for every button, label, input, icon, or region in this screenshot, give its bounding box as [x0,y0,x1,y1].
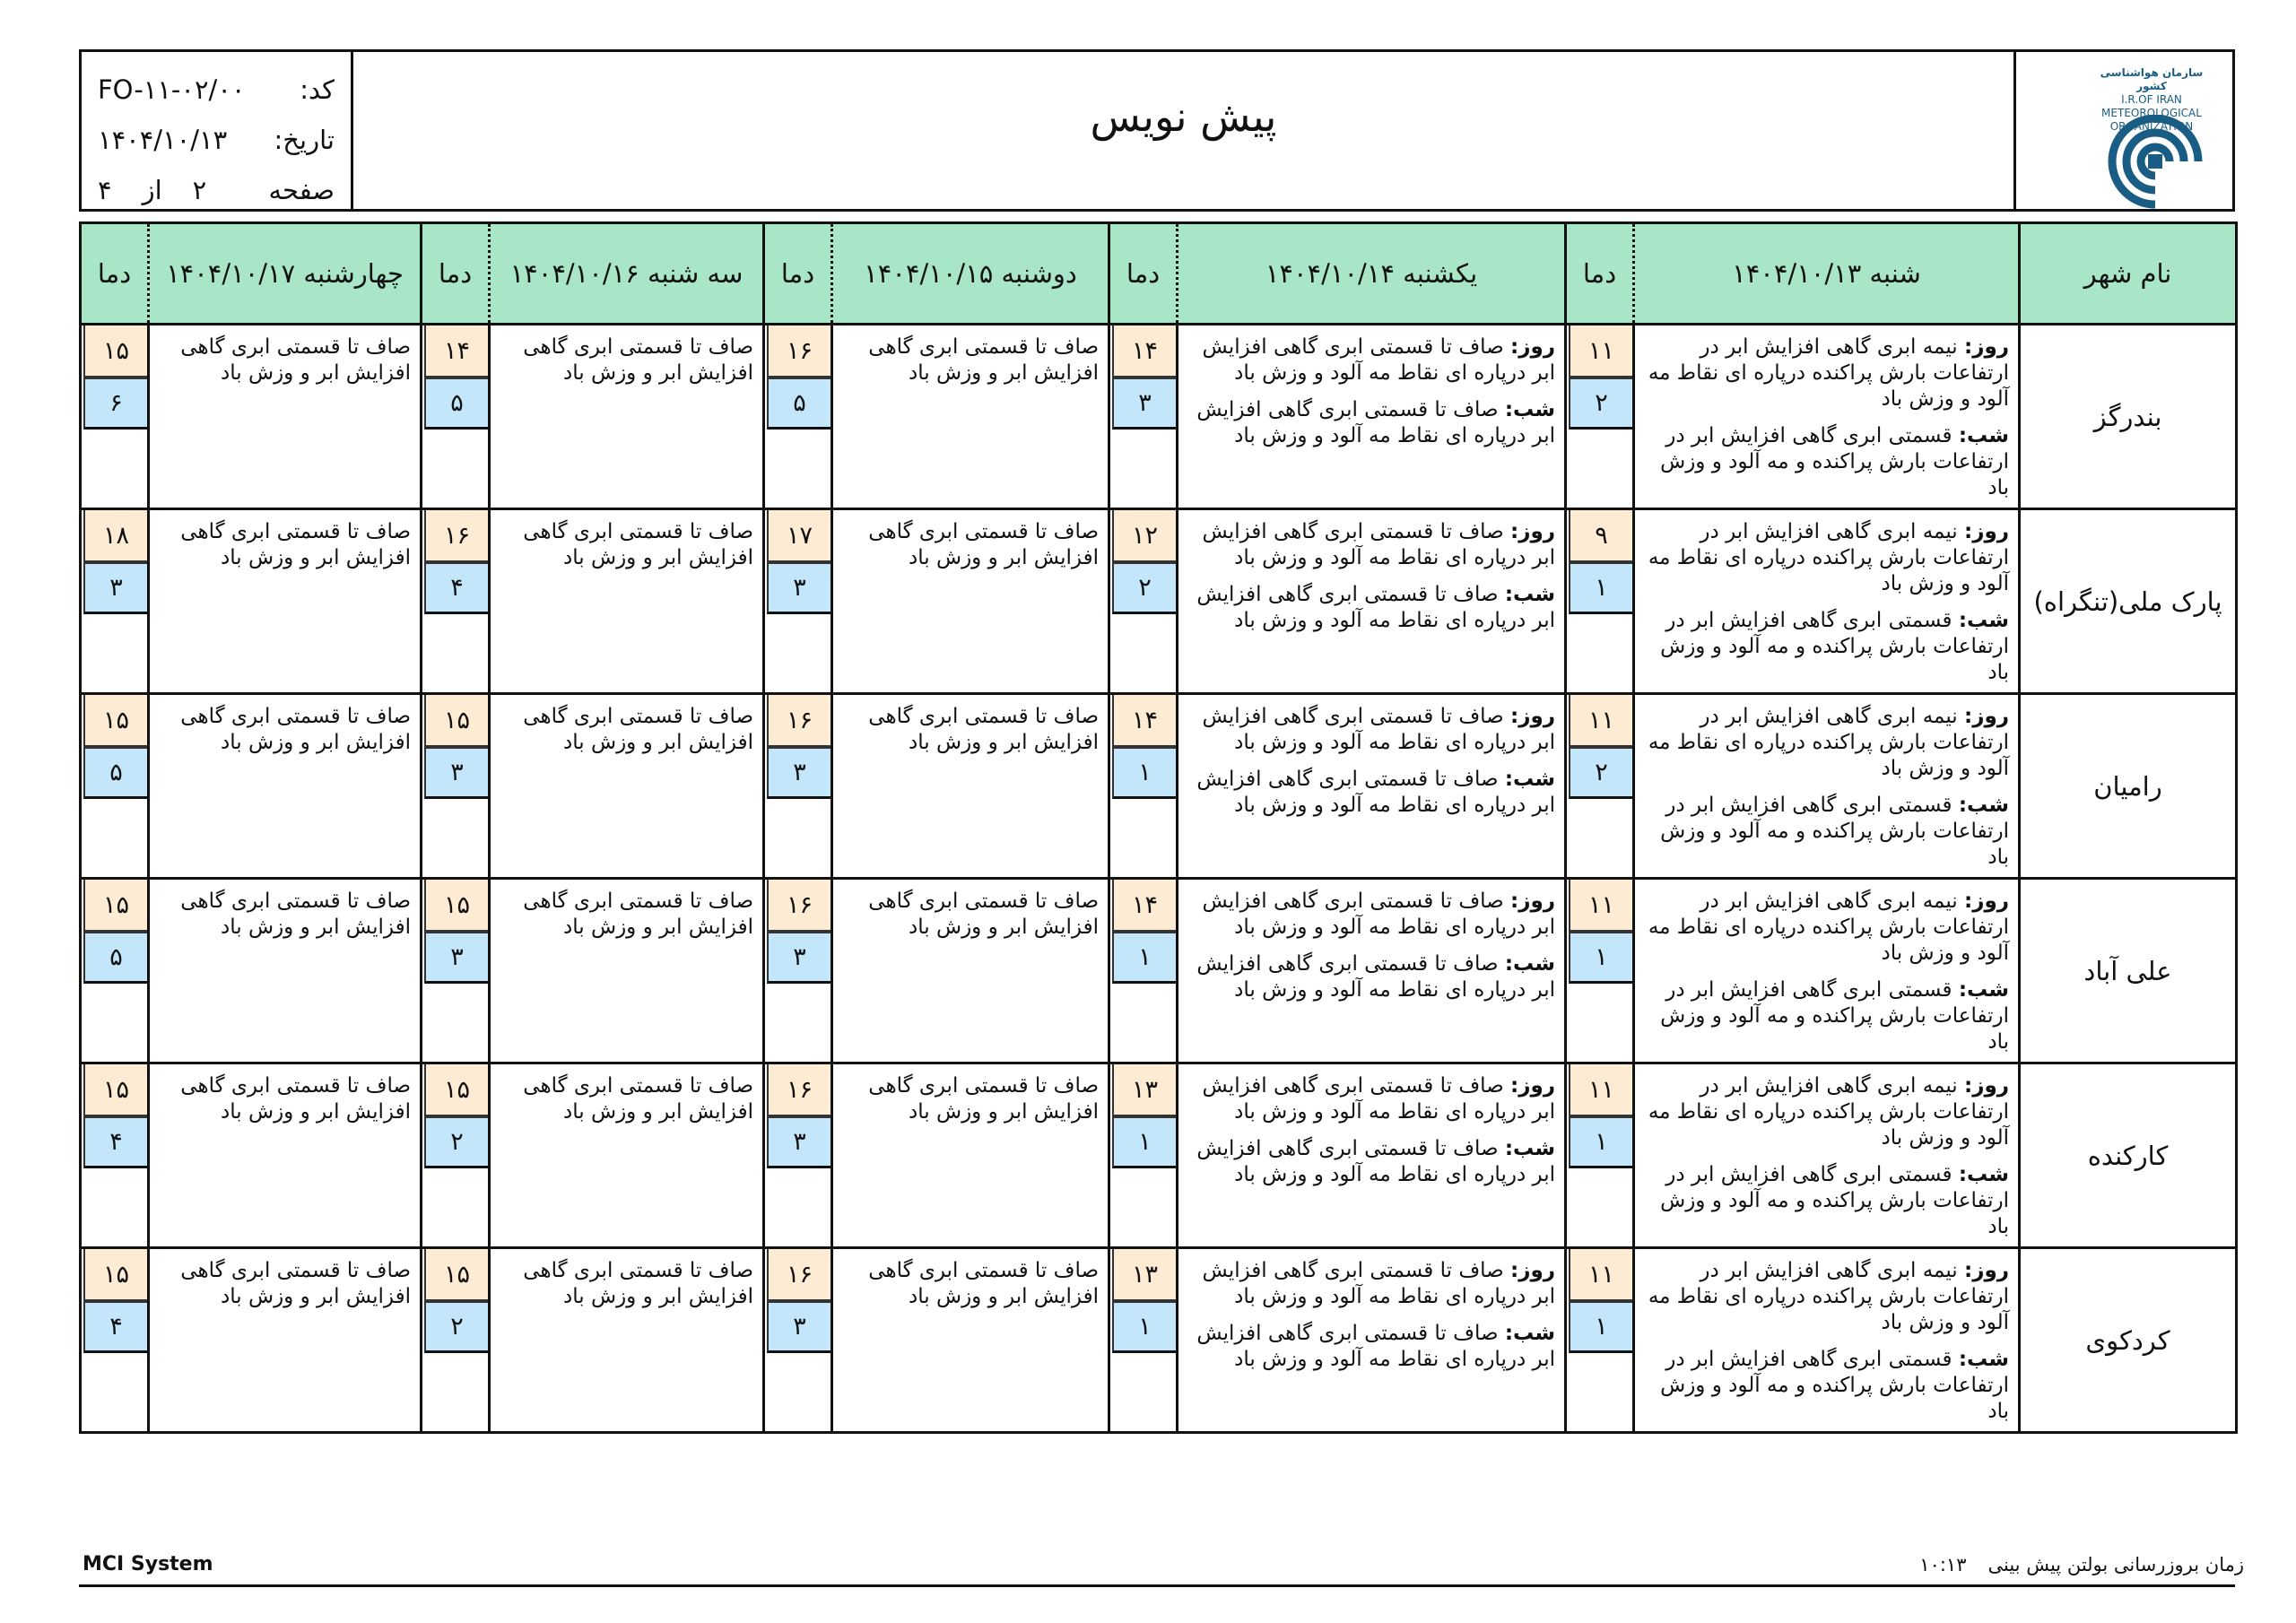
temp-cell-day-4 [422,325,490,509]
forecast-text: صاف تا قسمتی ابری گاهی افزایش ابر و وزش باد [523,705,753,754]
forecast-text: صاف تا قسمتی ابری گاهی افزایش ابر و وزش باد [180,705,411,754]
footer-system: MCI System [83,1553,213,1575]
temp-min: ۴ [424,562,488,614]
forecast-text: صاف تا قسمتی ابری گاهی افزایش ابر و وزش باد [523,520,753,569]
forecast-cell-day-1 [1634,509,2020,694]
day-label: روز: [1964,335,2009,359]
temp-min: ۱ [1569,932,1632,984]
temp-max: ۱۷ [767,510,831,562]
temp-header-2: دما [1109,223,1178,325]
temp-cell-day-3 [764,1063,832,1248]
temp-min: ۴ [83,1301,147,1353]
temp-max: ۱۶ [767,1249,831,1301]
footer-update [1919,1554,2244,1575]
forecast-text [1178,325,1564,449]
city-name: بندرگز [2020,325,2237,509]
day-header-1: شنبه ۱۴۰۴/۱۰/۱۳ [1634,223,2020,325]
table-row [81,879,2237,1063]
forecast-cell-day-4 [490,325,764,509]
forecast-text [1635,1064,2018,1240]
temp-cell-day-3 [764,509,832,694]
day-forecast [1184,519,1555,571]
day-label: روز: [1510,1074,1555,1098]
day-header-5: چهارشنبه ۱۴۰۴/۱۰/۱۷ [149,223,422,325]
temp-max: ۱۴ [1112,325,1176,378]
temp-min: ۱ [1112,1116,1176,1168]
temp-cell-day-5 [81,1063,149,1248]
forecast-text: صاف تا قسمتی ابری گاهی افزایش ابر و وزش باد [523,1259,753,1308]
night-label: شب: [1504,768,1555,791]
temp-min: ۳ [767,1116,831,1168]
temp-max: ۱۱ [1569,695,1632,747]
city-name: پارک ملی(تنگراه) [2020,509,2237,694]
temp-max: ۱۴ [424,325,488,378]
temp-min: ۲ [424,1116,488,1168]
temp-cell-day-5 [81,1248,149,1433]
day-header-2: یکشنبه ۱۴۰۴/۱۰/۱۴ [1178,223,1566,325]
temp-cell-day-4 [422,694,490,879]
day-label: روز: [1964,1074,2009,1098]
forecast-text [1635,695,2018,871]
forecast-text [1178,1249,1564,1373]
night-forecast-text: قسمتی ابری گاهی افزایش ابر در ارتفاعات بارش پراکنده و مه آلود و وزش باد [1660,609,2009,684]
night-forecast-text: قسمتی ابری گاهی افزایش ابر در ارتفاعات بارش پراکنده و مه آلود و وزش باد [1660,1163,2009,1238]
org-logo [2013,52,2232,209]
temp-header-1: دما [1566,223,1634,325]
temp-cell-day-1 [1566,1248,1634,1433]
city-name: علی آباد [2020,879,2237,1063]
temp-cell-day-2 [1109,509,1178,694]
temp-min: ۳ [767,562,831,614]
forecast-cell-day-3 [832,1063,1109,1248]
temp-cell-day-2 [1109,879,1178,1063]
forecast-text: صاف تا قسمتی ابری گاهی افزایش ابر و وزش باد [523,335,753,385]
temp-min: ۳ [767,1301,831,1353]
temp-cell-day-5 [81,879,149,1063]
forecast-text: صاف تا قسمتی ابری گاهی افزایش ابر و وزش باد [180,335,411,385]
night-forecast-text: صاف تا قسمتی ابری گاهی افزایش ابر درپاره ای نقاط مه آلود و وزش باد [1196,1137,1555,1186]
city-name: کردکوی [2020,1248,2237,1433]
temp-cell-day-3 [764,1248,832,1433]
day-label: روز: [1964,890,2009,913]
day-forecast [1640,519,2009,597]
temp-cell-day-2 [1109,1248,1178,1433]
temp-max: ۱۵ [424,1249,488,1301]
day-label: روز: [1510,890,1555,913]
temp-max: ۱۵ [83,325,147,378]
temp-max: ۱۵ [83,1249,147,1301]
temp-min: ۱ [1112,1301,1176,1353]
forecast-table [79,221,2238,1434]
night-forecast [1184,1136,1555,1188]
temp-cell-day-1 [1566,1063,1634,1248]
forecast-cell-day-1 [1634,1248,2020,1433]
temp-max: ۱۶ [767,695,831,747]
temp-max: ۱۴ [1112,695,1176,747]
temp-header-4: دما [422,223,490,325]
night-forecast [1184,397,1555,449]
temp-cell-day-3 [764,694,832,879]
night-forecast [1184,582,1555,634]
table-row [81,1248,2237,1433]
forecast-cell-day-1 [1634,325,2020,509]
page-total: ۴ [98,175,112,205]
night-label: شب: [1504,1137,1555,1160]
temp-cell-day-5 [81,509,149,694]
night-forecast [1184,767,1555,819]
temp-max: ۱۳ [1112,1064,1176,1116]
temp-min: ۱ [1112,932,1176,984]
forecast-cell-day-2 [1178,1063,1566,1248]
day-forecast-text: نیمه ابری گاهی افزایش ابر در ارتفاعات بارش پراکنده درپاره ای نقاط مه آلود و وزش باد [1648,520,2009,595]
forecast-text: صاف تا قسمتی ابری گاهی افزایش ابر و وزش باد [868,520,1099,569]
temp-cell-day-2 [1109,1063,1178,1248]
temp-max: ۱۸ [83,510,147,562]
footer-update-label: زمان بروزرسانی بولتن پیش بینی [1987,1554,2244,1575]
temp-max: ۱۳ [1112,1249,1176,1301]
forecast-cell-day-2 [1178,694,1566,879]
temp-min: ۵ [424,378,488,430]
day-forecast [1640,889,2009,967]
temp-max: ۱۶ [424,510,488,562]
night-forecast [1184,951,1555,1003]
temp-cell-day-4 [422,1248,490,1433]
forecast-text [1635,510,2018,686]
day-forecast [1640,704,2009,782]
date-value: ۱۴۰۴/۱۰/۱۳ [98,125,228,155]
night-forecast-text: قسمتی ابری گاهی افزایش ابر در ارتفاعات بارش پراکنده و مه آلود و وزش باد [1660,978,2009,1054]
night-label: شب: [1504,583,1555,606]
temp-max: ۱۲ [1112,510,1176,562]
city-name: رامیان [2020,694,2237,879]
temp-min: ۱ [1569,1116,1632,1168]
night-label: شب: [1958,794,2009,817]
temp-min: ۲ [1112,562,1176,614]
temp-cell-day-1 [1566,325,1634,509]
day-forecast [1640,334,2009,412]
day-forecast [1184,889,1555,941]
temp-cell-day-1 [1566,509,1634,694]
forecast-text [1178,1064,1564,1188]
forecast-text: صاف تا قسمتی ابری گاهی افزایش ابر و وزش باد [868,890,1099,939]
code-row [98,65,335,115]
code-value: FO-۱۱-۰۲/۰۰ [98,74,246,105]
temp-min: ۲ [424,1301,488,1353]
day-label: روز: [1964,1259,2009,1282]
temp-cell-day-2 [1109,694,1178,879]
day-forecast [1640,1258,2009,1336]
forecast-cell-day-5 [149,325,422,509]
table-row [81,1063,2237,1248]
night-forecast-text: صاف تا قسمتی ابری گاهی افزایش ابر درپاره ای نقاط مه آلود و وزش باد [1196,1322,1555,1371]
table-row [81,325,2237,509]
night-label: شب: [1958,609,2009,632]
temp-min: ۳ [424,932,488,984]
temp-min: ۵ [83,932,147,984]
temp-cell-day-2 [1109,325,1178,509]
forecast-cell-day-5 [149,694,422,879]
table-header-row [81,223,2237,325]
night-label: شب: [1958,424,2009,447]
table-row [81,509,2237,694]
forecast-text: صاف تا قسمتی ابری گاهی افزایش ابر و وزش باد [868,705,1099,754]
night-forecast [1184,1321,1555,1373]
day-forecast [1640,1073,2009,1151]
forecast-text: صاف تا قسمتی ابری گاهی افزایش ابر و وزش باد [180,1259,411,1308]
document-meta [82,52,353,209]
day-label: روز: [1510,520,1555,543]
forecast-cell-day-4 [490,1248,764,1433]
night-forecast-text: صاف تا قسمتی ابری گاهی افزایش ابر درپاره ای نقاط مه آلود و وزش باد [1196,952,1555,1002]
city-name: کارکنده [2020,1063,2237,1248]
forecast-text [1178,510,1564,634]
forecast-cell-day-2 [1178,1248,1566,1433]
temp-cell-day-5 [81,325,149,509]
forecast-text: صاف تا قسمتی ابری گاهی افزایش ابر و وزش باد [523,890,753,939]
logo-text-en2: METEOROLOGICAL [2101,107,2202,119]
day-label: روز: [1510,335,1555,359]
temp-max: ۱۶ [767,325,831,378]
day-label: روز: [1510,1259,1555,1282]
forecast-text [1178,695,1564,819]
forecast-cell-day-3 [832,879,1109,1063]
temp-min: ۵ [767,378,831,430]
day-forecast-text: صاف تا قسمتی ابری گاهی افزایش ابر درپاره ای نقاط مه آلود و وزش باد [1202,1074,1555,1124]
forecast-text: صاف تا قسمتی ابری گاهی افزایش ابر و وزش باد [180,1074,411,1124]
day-forecast [1184,334,1555,386]
temp-min: ۲ [1569,378,1632,430]
date-row [98,115,335,165]
night-forecast [1640,793,2009,871]
forecast-cell-day-1 [1634,879,2020,1063]
forecast-cell-day-3 [832,1248,1109,1433]
temp-min: ۱ [1569,562,1632,614]
logo-text-fa: سازمان هواشناسی کشور [2100,66,2204,92]
day-forecast [1184,704,1555,756]
night-label: شب: [1504,952,1555,976]
temp-min: ۱ [1569,1301,1632,1353]
day-forecast [1184,1258,1555,1310]
night-forecast-text: صاف تا قسمتی ابری گاهی افزایش ابر درپاره ای نقاط مه آلود و وزش باد [1196,398,1555,447]
temp-max: ۱۵ [83,880,147,932]
forecast-cell-day-3 [832,325,1109,509]
temp-min: ۳ [767,747,831,799]
temp-max: ۱۶ [767,1064,831,1116]
temp-min: ۴ [83,1116,147,1168]
forecast-cell-day-3 [832,509,1109,694]
temp-max: ۱۱ [1569,1064,1632,1116]
page-title [353,52,2013,209]
night-label: شب: [1504,398,1555,421]
temp-cell-day-3 [764,879,832,1063]
forecast-text [1635,880,2018,1055]
day-forecast-text: نیمه ابری گاهی افزایش ابر در ارتفاعات بارش پراکنده درپاره ای نقاط مه آلود و وزش باد [1648,705,2009,780]
forecast-cell-day-5 [149,879,422,1063]
date-label: تاریخ: [274,125,335,155]
temp-max: ۱۵ [83,695,147,747]
code-label: کد: [300,74,335,105]
logo-text-en1: I.R.OF IRAN [2121,93,2182,106]
temp-header-5: دما [81,223,149,325]
forecast-text: صاف تا قسمتی ابری گاهی افزایش ابر و وزش باد [180,520,411,569]
temp-cell-day-4 [422,1063,490,1248]
temp-min: ۵ [83,747,147,799]
forecast-cell-day-2 [1178,509,1566,694]
forecast-text: صاف تا قسمتی ابری گاهی افزایش ابر و وزش باد [180,890,411,939]
temp-max: ۱۵ [424,880,488,932]
day-label: روز: [1964,705,2009,728]
day-forecast-text: صاف تا قسمتی ابری گاهی افزایش ابر درپاره ای نقاط مه آلود و وزش باد [1202,520,1555,569]
forecast-cell-day-2 [1178,879,1566,1063]
temp-max: ۱۴ [1112,880,1176,932]
forecast-text [1178,880,1564,1003]
forecast-table-body [81,325,2237,1433]
temp-min: ۳ [424,747,488,799]
forecast-text [1635,325,2018,501]
logo-text-en3: ORGANIZATION [2109,120,2194,133]
temp-min: ۳ [1112,378,1176,430]
temp-max: ۱۵ [424,695,488,747]
night-forecast [1640,608,2009,686]
forecast-text: صاف تا قسمتی ابری گاهی افزایش ابر و وزش باد [868,335,1099,385]
city-column-header: نام شهر [2020,223,2237,325]
night-label: شب: [1958,1348,2009,1371]
day-label: روز: [1510,705,1555,728]
night-forecast [1640,977,2009,1055]
temp-cell-day-4 [422,509,490,694]
night-forecast-text: صاف تا قسمتی ابری گاهی افزایش ابر درپاره ای نقاط مه آلود و وزش باد [1196,768,1555,817]
temp-cell-day-3 [764,325,832,509]
temp-cell-day-5 [81,694,149,879]
forecast-text: صاف تا قسمتی ابری گاهی افزایش ابر و وزش باد [868,1074,1099,1124]
night-label: شب: [1958,978,2009,1002]
day-forecast-text: صاف تا قسمتی ابری گاهی افزایش ابر درپاره ای نقاط مه آلود و وزش باد [1202,335,1555,385]
temp-min: ۲ [1569,747,1632,799]
night-forecast-text: قسمتی ابری گاهی افزایش ابر در ارتفاعات بارش پراکنده و مه آلود و وزش باد [1660,1348,2009,1423]
temp-max: ۱۱ [1569,325,1632,378]
night-label: شب: [1958,1163,2009,1186]
night-forecast [1640,1347,2009,1425]
page-of: از [142,175,162,205]
page-row [98,165,335,215]
night-forecast [1640,1162,2009,1240]
forecast-cell-day-4 [490,1063,764,1248]
table-row [81,694,2237,879]
night-forecast [1640,423,2009,501]
temp-max: ۹ [1569,510,1632,562]
temp-cell-day-1 [1566,879,1634,1063]
document-header [79,49,2235,212]
forecast-cell-day-1 [1634,1063,2020,1248]
page-indicator [98,165,206,215]
footer-update-time: ۱۰:۱۳ [1919,1554,1967,1575]
forecast-cell-day-3 [832,694,1109,879]
temp-max: ۱۱ [1569,1249,1632,1301]
temp-min: ۳ [767,932,831,984]
night-label: شب: [1504,1322,1555,1345]
page-label: صفحه [268,175,335,205]
day-forecast-text: صاف تا قسمتی ابری گاهی افزایش ابر درپاره ای نقاط مه آلود و وزش باد [1202,890,1555,939]
forecast-text: صاف تا قسمتی ابری گاهی افزایش ابر و وزش باد [868,1259,1099,1308]
night-forecast-text: قسمتی ابری گاهی افزایش ابر در ارتفاعات بارش پراکنده و مه آلود و وزش باد [1660,424,2009,499]
temp-max: ۱۶ [767,880,831,932]
temp-min: ۳ [83,562,147,614]
temp-min: ۶ [83,378,147,430]
day-forecast-text: نیمه ابری گاهی افزایش ابر در ارتفاعات بارش پراکنده درپاره ای نقاط مه آلود و وزش باد [1648,335,2009,411]
day-forecast-text: نیمه ابری گاهی افزایش ابر در ارتفاعات بارش پراکنده درپاره ای نقاط مه آلود و وزش باد [1648,890,2009,965]
forecast-cell-day-5 [149,509,422,694]
night-forecast-text: قسمتی ابری گاهی افزایش ابر در ارتفاعات بارش پراکنده و مه آلود و وزش باد [1660,794,2009,869]
page-current: ۲ [192,175,207,205]
temp-cell-day-1 [1566,694,1634,879]
temp-max: ۱۵ [424,1064,488,1116]
forecast-cell-day-4 [490,509,764,694]
forecast-cell-day-5 [149,1248,422,1433]
forecast-text: صاف تا قسمتی ابری گاهی افزایش ابر و وزش باد [523,1074,753,1124]
temp-cell-day-4 [422,879,490,1063]
night-forecast-text: صاف تا قسمتی ابری گاهی افزایش ابر درپاره ای نقاط مه آلود و وزش باد [1196,583,1555,632]
footer-divider [79,1584,2235,1587]
temp-header-3: دما [764,223,832,325]
day-forecast-text: نیمه ابری گاهی افزایش ابر در ارتفاعات بارش پراکنده درپاره ای نقاط مه آلود و وزش باد [1648,1074,2009,1150]
day-forecast-text: صاف تا قسمتی ابری گاهی افزایش ابر درپاره ای نقاط مه آلود و وزش باد [1202,1259,1555,1308]
forecast-cell-day-2 [1178,325,1566,509]
day-forecast [1184,1073,1555,1125]
forecast-cell-day-4 [490,879,764,1063]
logo-spiral-icon [2101,115,2209,209]
forecast-cell-day-4 [490,694,764,879]
temp-max: ۱۵ [83,1064,147,1116]
forecast-cell-day-1 [1634,694,2020,879]
day-label: روز: [1964,520,2009,543]
temp-min: ۱ [1112,747,1176,799]
forecast-text [1635,1249,2018,1425]
day-header-3: دوشنبه ۱۴۰۴/۱۰/۱۵ [832,223,1109,325]
day-header-4: سه شنبه ۱۴۰۴/۱۰/۱۶ [490,223,764,325]
forecast-cell-day-5 [149,1063,422,1248]
page-title-text: پیش نویس [1090,91,1277,141]
temp-max: ۱۱ [1569,880,1632,932]
day-forecast-text: صاف تا قسمتی ابری گاهی افزایش ابر درپاره ای نقاط مه آلود و وزش باد [1202,705,1555,754]
day-forecast-text: نیمه ابری گاهی افزایش ابر در ارتفاعات بارش پراکنده درپاره ای نقاط مه آلود و وزش باد [1648,1259,2009,1334]
